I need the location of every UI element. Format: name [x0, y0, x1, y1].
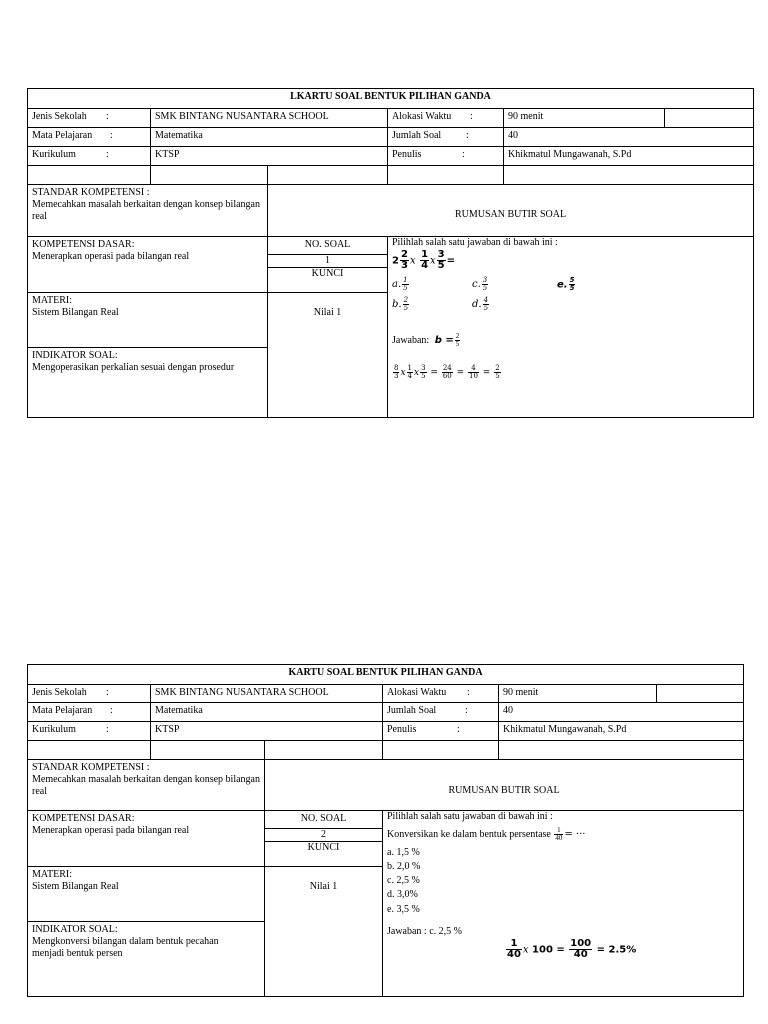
empty-cell [657, 685, 743, 703]
kurikulum-label: Kurikulum : [28, 722, 151, 741]
penulis-value: Khikmatul Mungawanah, S.Pd [504, 147, 753, 166]
option-c[interactable]: c. 2,5 % [387, 875, 420, 886]
no-soal-value: 1 [268, 255, 388, 268]
jenis-sekolah-label: Jenis Sekolah : [28, 109, 151, 128]
alokasi-waktu-label: Alokasi Waktu : [388, 109, 504, 128]
jumlah-soal-value: 40 [504, 128, 753, 147]
kompetensi-dasar [28, 237, 268, 293]
kompetensi-dasar-label: KOMPETENSI DASAR: [32, 239, 135, 250]
mata-pelajaran-label: Mata Pelajaran : [28, 703, 151, 722]
empty-cell [28, 741, 151, 760]
kompetensi-dasar-label: KOMPETENSI DASAR: [32, 813, 135, 824]
mata-pelajaran-label: Mata Pelajaran : [28, 128, 151, 147]
materi-label: MATERI: [32, 869, 72, 880]
jumlah-soal-label: Jumlah Soal : [383, 703, 499, 722]
kompetensi-dasar-text: Menerapkan operasi pada bilangan real [32, 825, 190, 836]
indikator-soal-text: Mengkonversi bilangan dalam bentuk pecahan menjadi bentuk persen [32, 936, 219, 959]
option-c[interactable]: c. $\frac{3}{5}$ [472, 276, 488, 292]
answer: Jawaban : c. 2,5 % [387, 926, 462, 937]
jenis-sekolah-value: SMK BINTANG NUSANTARA SCHOOL [151, 685, 383, 703]
no-soal-value: 2 [265, 829, 383, 842]
indikator-soal-text: Mengoperasikan perkalian sesuai dengan prosedur [32, 362, 235, 373]
no-soal-label: NO. SOAL [265, 811, 383, 829]
materi [28, 293, 268, 348]
option-e[interactable]: e. 3,5 % [387, 904, 420, 915]
penulis-label: Penulis : [388, 147, 504, 166]
jumlah-soal-label: Jumlah Soal : [388, 128, 504, 147]
empty-cell [388, 166, 504, 185]
indikator-soal-label: INDIKATOR SOAL: [32, 924, 118, 935]
standar-kompetensi [28, 760, 265, 811]
option-e[interactable]: e. $\frac{5}{5}$ [557, 276, 575, 292]
solution: $\frac{8}{3}$ x $\frac{1}{4}$ x $\frac{3}{5}$ = $\frac{24}{60}$ = $\frac{4}{10}$ = $\frac{2}{5}$ [394, 364, 500, 380]
empty-cell [268, 166, 388, 185]
rumusan-butir-soal: RUMUSAN BUTIR SOAL [268, 185, 753, 237]
nilai: Nilai 1 [268, 293, 388, 418]
empty-cell [504, 166, 753, 185]
empty-cell [151, 166, 268, 185]
empty-cell [499, 741, 743, 760]
alokasi-waktu-value: 90 menit [504, 109, 665, 128]
question-card-1 [27, 88, 754, 418]
card-title: KARTU SOAL BENTUK PILIHAN GANDA [28, 665, 743, 685]
kurikulum-label: Kurikulum : [28, 147, 151, 166]
standar-kompetensi-text: Memecahkan masalah berkaitan dengan konsep bilangan real [32, 774, 260, 797]
instruction: Pilihlah salah satu jawaban di bawah ini : [387, 811, 553, 822]
penulis-value: Khikmatul Mungawanah, S.Pd [499, 722, 743, 741]
materi-text: Sistem Bilangan Real [32, 307, 119, 318]
indikator-soal-label: INDIKATOR SOAL: [32, 350, 118, 361]
mata-pelajaran-value: Matematika [151, 703, 383, 722]
option-a[interactable]: a. 1,5 % [387, 847, 420, 858]
materi-label: MATERI: [32, 295, 72, 306]
jumlah-soal-value: 40 [499, 703, 743, 722]
empty-cell [28, 166, 151, 185]
kurikulum-value: KTSP [151, 722, 383, 741]
mata-pelajaran-value: Matematika [151, 128, 388, 147]
empty-cell [151, 741, 265, 760]
empty-cell [665, 109, 753, 128]
empty-cell [383, 741, 499, 760]
question-expression: 2 $\frac{2}{3}$ x $\frac{1}{4}$ x $\frac{3}{5}$ = [392, 249, 456, 271]
option-a[interactable]: a. $\frac{1}{5}$ [392, 276, 408, 292]
option-b[interactable]: b. 2,0 % [387, 861, 421, 872]
no-soal-label: NO. SOAL [268, 237, 388, 255]
card-title: LKARTU SOAL BENTUK PILIHAN GANDA [28, 89, 753, 109]
rumusan-butir-soal: RUMUSAN BUTIR SOAL [265, 760, 743, 811]
kompetensi-dasar-text: Menerapkan operasi pada bilangan real [32, 251, 190, 262]
jenis-sekolah-label: Jenis Sekolah : [28, 685, 151, 703]
question-text: Konversikan ke dalam bentuk persentase [387, 828, 551, 840]
kunci-label: KUNCI [268, 268, 388, 293]
alokasi-waktu-value: 90 menit [499, 685, 657, 703]
option-d[interactable]: d. 3,0% [387, 889, 418, 900]
kunci-label: KUNCI [265, 842, 383, 867]
alokasi-waktu-label: Alokasi Waktu : [383, 685, 499, 703]
jenis-sekolah-value: SMK BINTANG NUSANTARA SCHOOL [151, 109, 388, 128]
question-area [388, 237, 753, 418]
kurikulum-value: KTSP [151, 147, 388, 166]
nilai: Nilai 1 [265, 867, 383, 996]
penulis-label: Penulis : [383, 722, 499, 741]
solution: $\frac{1}{40}$ x 100 = $\frac{100}{40}$ = 2.5% [507, 938, 637, 960]
standar-kompetensi [28, 185, 268, 237]
question: Konversikan ke dalam bentuk persentase $\frac{1}{40}$ = ··· [387, 826, 586, 842]
standar-kompetensi-label: STANDAR KOMPETENSI : [32, 187, 150, 198]
empty-cell [265, 741, 383, 760]
indikator-soal [28, 348, 268, 418]
option-b[interactable]: b. $\frac{2}{5}$ [392, 296, 409, 312]
question-area [383, 811, 743, 996]
materi [28, 867, 265, 922]
indikator-soal [28, 922, 265, 996]
answer: Jawaban: b = $\frac{2}{5}$ [392, 332, 460, 348]
question-card-2 [27, 664, 744, 997]
instruction: Pilihlah salah satu jawaban di bawah ini : [392, 237, 558, 248]
standar-kompetensi-label: STANDAR KOMPETENSI : [32, 762, 150, 773]
materi-text: Sistem Bilangan Real [32, 881, 119, 892]
standar-kompetensi-text: Memecahkan masalah berkaitan dengan konsep bilangan real [32, 199, 260, 222]
kompetensi-dasar [28, 811, 265, 867]
option-d[interactable]: d. $\frac{4}{5}$ [472, 296, 489, 312]
answer-label: Jawaban: [392, 334, 430, 346]
